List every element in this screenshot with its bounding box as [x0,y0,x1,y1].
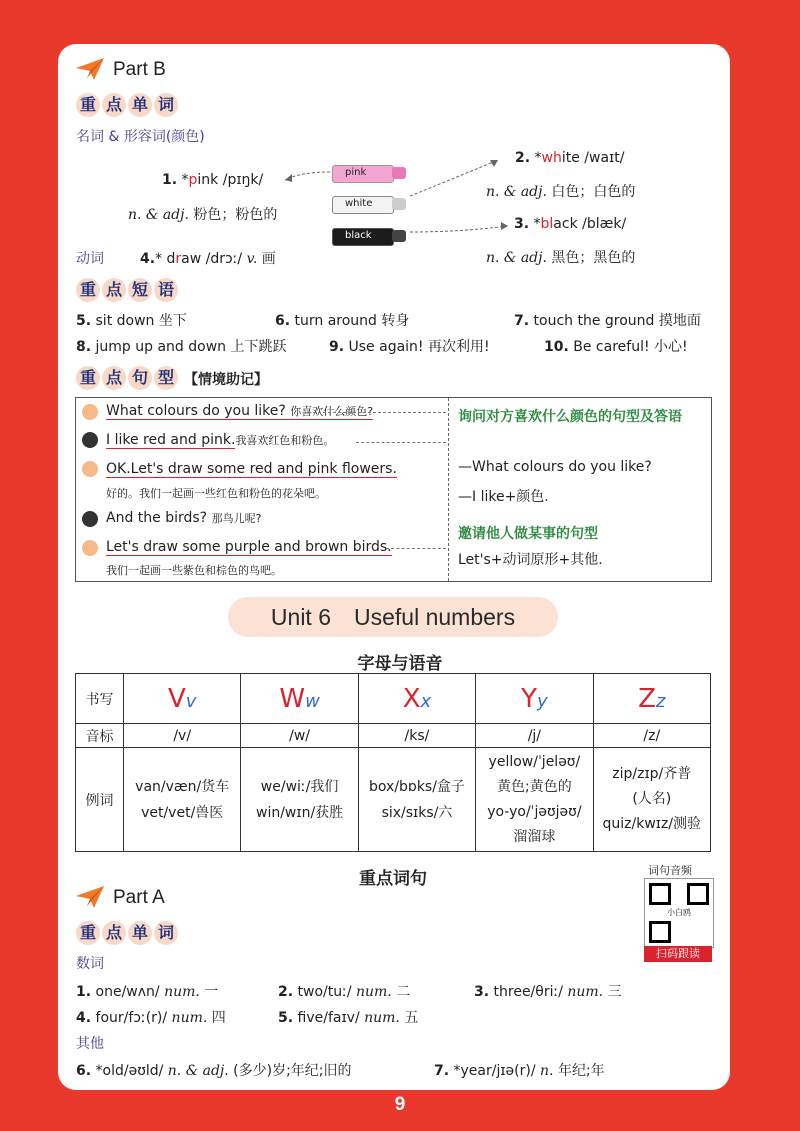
qr-bottom-label: 扫码跟读 [644,946,712,962]
example-w: we/wiː/我们 win/wɪn/获胜 [241,748,358,852]
boy-avatar-2 [82,511,98,527]
dialogue-line-4: And the birds? 那鸟儿呢? [106,510,262,526]
girl-avatar [82,404,98,420]
letter-cell-y: Yy [476,674,593,724]
sound-v: /v/ [124,724,241,748]
pattern1-question: —What colours do you like? [458,459,652,475]
key-words-title: 重点词句 [359,869,427,889]
example-row [76,748,711,852]
pink-marker-label: pink [345,167,367,178]
pattern1-answer: —I like+颜色. [458,489,549,505]
vocab-pill-b: 重 点 单 词 [76,93,178,117]
pattern2-text: Let's+动词原形+其他. [458,552,603,568]
num-word-5: 5. five/faɪv/ num. 五 [278,1010,419,1026]
phrase-9: 9. Use again! 再次利用! [329,339,490,355]
vocab-pill-a: 重 点 单 词 [76,921,178,945]
sound-z: /z/ [593,724,710,748]
girl-avatar-3 [82,540,98,556]
dialogue-box [75,397,712,582]
word-black-meaning: n. & adj. 黑色；黑色的 [486,250,636,266]
phrase-6: 6. turn around 转身 [275,313,410,329]
dialogue-line-2: I like red and pink.我喜欢红色和粉色。 [106,432,335,448]
letter-cell-w: Ww [241,674,358,724]
unit-title: Unit 6 Useful numbers [228,597,558,637]
dialogue-line-1: What colours do you like? 你喜欢什么颜色? [106,403,374,419]
example-x: box/bɒks/盒子 six/sɪks/六 [358,748,475,852]
word-black: 3. *black /blæk/ [514,216,627,232]
num-word-4: 4. four/fɔː(r)/ num. 四 [76,1010,226,1026]
other-word-6: 6. *old/əʊld/ n. & adj. (多少)岁;年纪;旧的 [76,1063,352,1079]
sentence-tag: 【情境助记】 [184,372,268,388]
letter-cell-z: Zz [593,674,710,724]
marker-arrows [270,150,510,240]
phonics-table [75,673,711,852]
num-word-1: 1. one/wʌn/ num. 一 [76,984,219,1000]
word-pink: 1. *pink /pɪŋk/ [162,172,264,188]
others-label: 其他 [76,1036,104,1052]
numeral-label: 数词 [76,956,104,972]
sound-row [76,724,711,748]
phrase-pill: 重 点 短 语 [76,278,178,302]
sound-x: /ks/ [358,724,475,748]
dialogue-line-3-cn: 好的。我们一起画一些红色和粉色的花朵吧。 [106,487,326,500]
word-pink-meaning: n. & adj. 粉色；粉色的 [128,207,278,223]
qr-top-label: 词句音频 [648,864,692,877]
phrase-8: 8. jump up and down 上下跳跃 [76,339,287,355]
letter-cell-v: Vv [124,674,241,724]
qr-code[interactable]: 小白鸥 [644,878,714,948]
writing-row [76,674,711,724]
arrow-line-3 [386,548,446,549]
girl-avatar-2 [82,461,98,477]
sentence-pill: 重 点 句 型 [76,366,178,390]
word-draw: 4.* draw /drɔː/ v. 画 [140,251,276,267]
dialogue-line-5-cn: 我们一起画一些紫色和棕色的鸟吧。 [106,564,282,577]
black-marker-label: black [345,230,372,241]
example-v: van/væn/货车 vet/vet/兽医 [124,748,241,852]
phrase-7: 7. touch the ground 摸地面 [514,313,701,329]
sound-w: /w/ [241,724,358,748]
pattern1-title: 询问对方喜欢什么颜色的句型及答语 [458,409,682,425]
white-marker-label: white [345,198,373,209]
example-y: yellow/ˈjeləʊ/ 黄色;黄色的 yo-yo/ˈjəʊjəʊ/ 溜溜球 [476,748,593,852]
word-white: 2. *white /waɪt/ [515,150,625,166]
part-b-title: Part B [113,59,166,80]
letter-cell-x: Xx [358,674,475,724]
other-word-7: 7. *year/jɪə(r)/ n. 年纪;年 [434,1063,605,1079]
boy-avatar [82,432,98,448]
word-white-meaning: n. & adj. 白色；白色的 [486,184,636,200]
dialogue-line-5: Let's draw some purple and brown birds. [106,539,392,555]
sound-y: /j/ [476,724,593,748]
page-number: 9 [394,1094,406,1115]
num-word-3: 3. three/θriː/ num. 三 [474,984,622,1000]
part-a-title: Part A [113,887,165,908]
pattern2-title: 邀请他人做某事的句型 [458,526,598,542]
paper-plane-icon [76,58,104,80]
verb-label: 动词 [76,251,104,267]
row-label-sound: 音标 [76,724,124,748]
row-label-writing: 书写 [76,674,124,724]
phonics-title: 字母与语音 [357,654,443,674]
phrase-5: 5. sit down 坐下 [76,313,187,329]
dialogue-divider [448,398,449,581]
example-z: zip/zɪp/齐普 (人名) quiz/kwɪz/测验 [593,748,710,852]
phrase-10: 10. Be careful! 小心! [544,339,688,355]
row-label-example: 例词 [76,748,124,852]
dialogue-line-3: OK.Let's draw some red and pink flowers. [106,461,397,477]
num-word-2: 2. two/tuː/ num. 二 [278,984,411,1000]
paper-plane-icon-2 [76,886,104,908]
category-label: 名词 & 形容词(颜色) [76,129,205,145]
arrow-line-1 [308,412,446,413]
arrow-line-2 [356,442,446,443]
